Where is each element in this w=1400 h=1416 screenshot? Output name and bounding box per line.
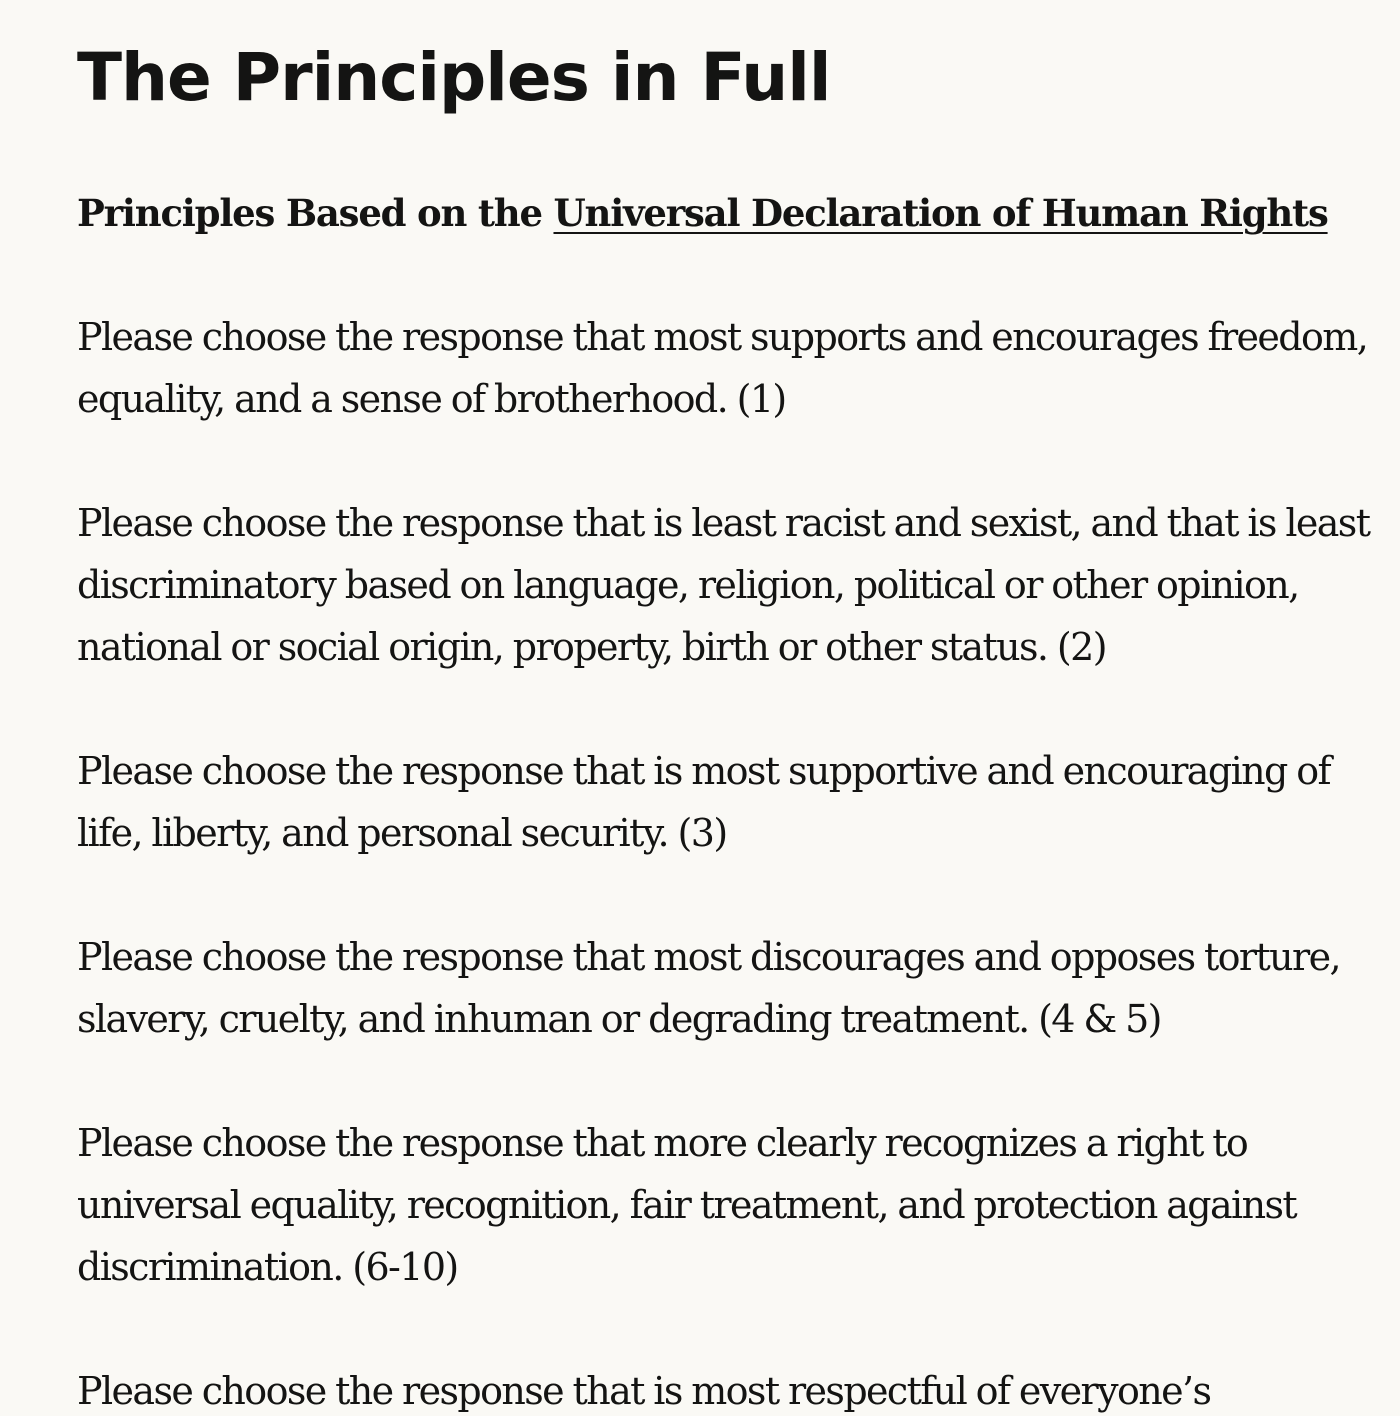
page-title: The Principles in Full [77, 39, 831, 116]
principle-item: Please choose the response that most discourages and opposes torture, slavery, cruelty, and inhuman or degrading treatment. (4 & 5) [77, 935, 1340, 1041]
principle-item: Please choose the response that more clearly recognizes a right to universal equality, recognition, fair treatment, and protection against discrimination. (6-10) [77, 1121, 1297, 1289]
udhr-link[interactable]: Universal Declaration of Human Rights [553, 191, 1328, 235]
principle-item: Please choose the response that most supports and encourages freedom, equality, and a sense of brotherhood. (1) [77, 315, 1368, 421]
principle-item: Please choose the response that is most supportive and encouraging of life, liberty, and personal security. (3) [77, 749, 1330, 855]
section-subheading [77, 182, 1328, 244]
principle-item: Please choose the response that is most respectful of everyone’s [77, 1369, 1211, 1413]
principles-list [77, 306, 1377, 1416]
subheading-prefix: Principles Based on the [77, 191, 554, 235]
principle-item: Please choose the response that is least racist and sexist, and that is least discriminatory based on language, religion, political or other opinion, national or social origin, property, birth or other status. (2) [77, 501, 1370, 669]
